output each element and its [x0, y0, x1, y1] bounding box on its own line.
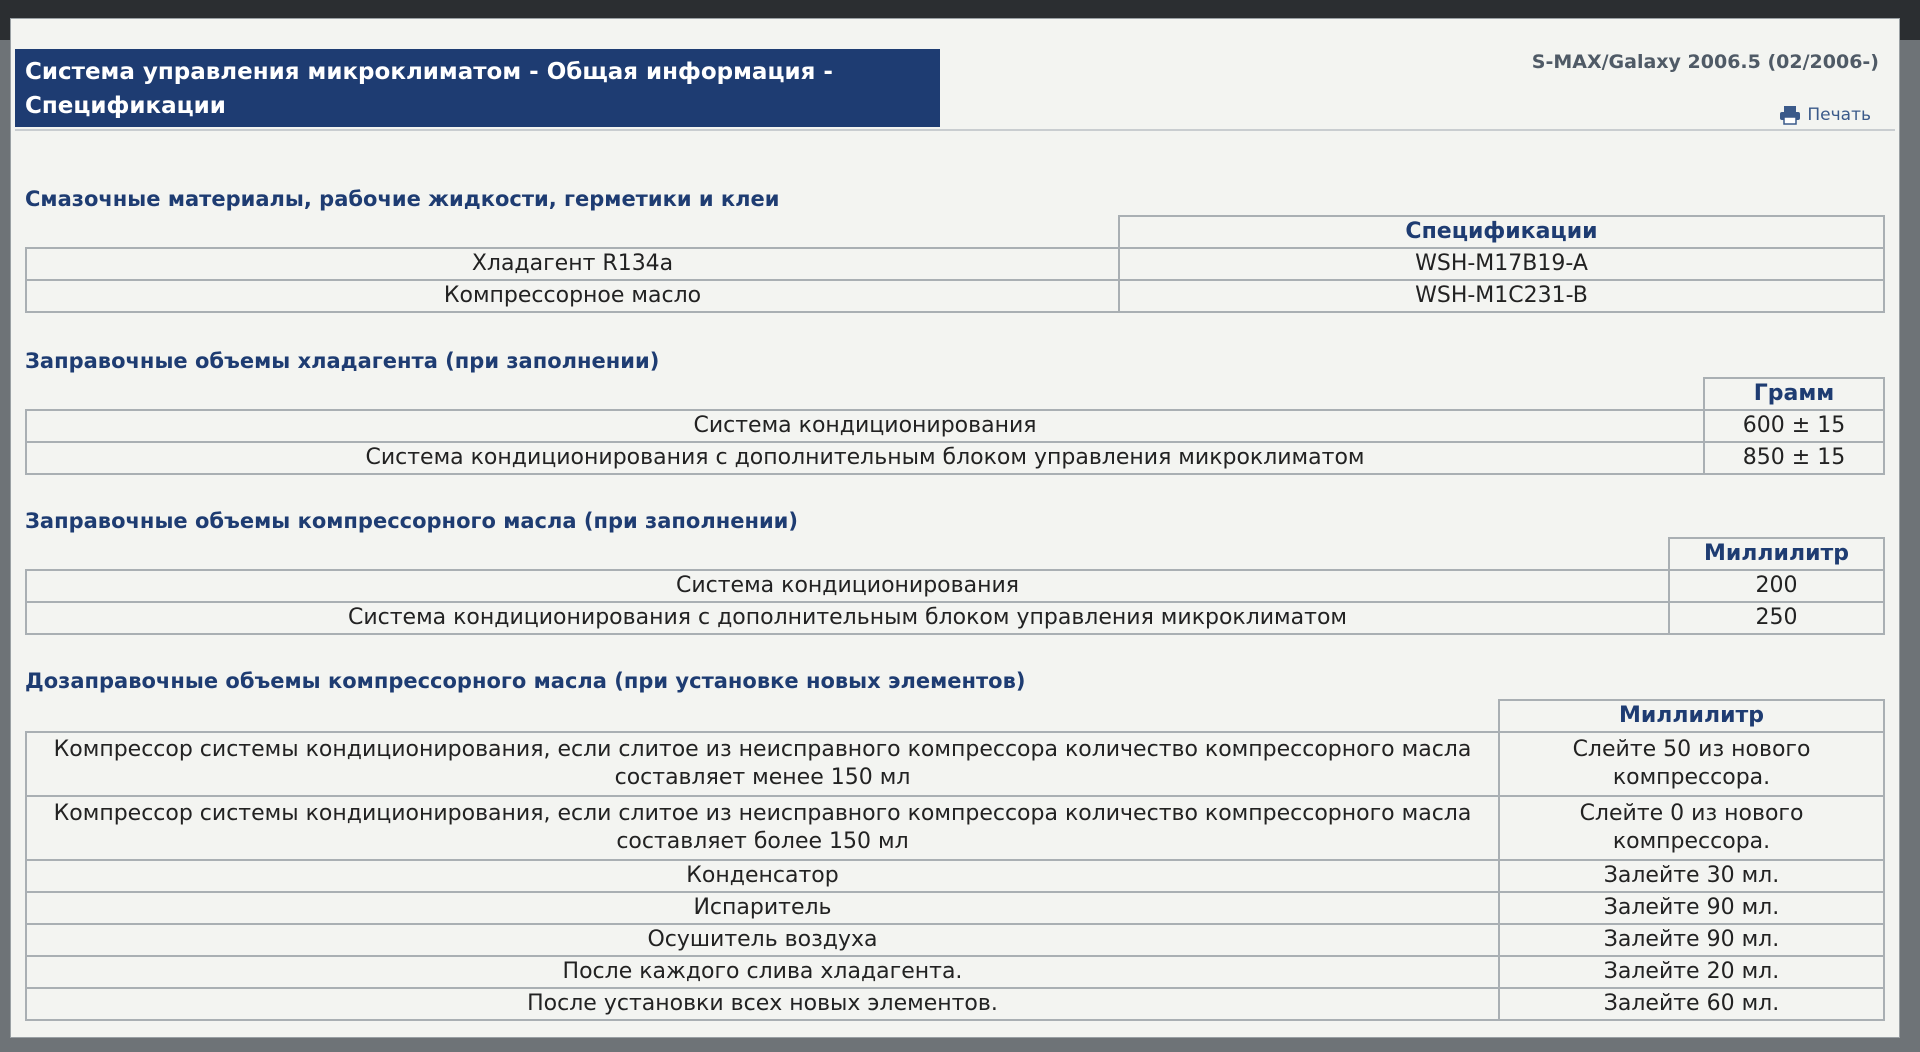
row-name: Система кондиционирования [26, 570, 1669, 602]
row-value: 850 ± 15 [1704, 442, 1884, 474]
row-name: Компрессор системы кондиционирования, если слитое из неисправного компрессора количество компрессорного масла составляет менее 150 мл [26, 732, 1499, 796]
row-value: Слейте 0 из нового компрессора. [1499, 796, 1884, 860]
model-label: S-MAX/Galaxy 2006.5 (02/2006-) [1531, 51, 1879, 73]
row-value: Залейте 30 мл. [1499, 860, 1884, 892]
row-value: 200 [1669, 570, 1884, 602]
section-title-oil-fill: Заправочные объемы компрессорного масла (при заполнении) [25, 509, 798, 533]
table-oil-topup [25, 699, 1885, 1021]
table-row [26, 280, 1884, 312]
print-link[interactable] [1779, 105, 1871, 125]
row-name: Испаритель [26, 892, 1499, 924]
table-row [26, 956, 1884, 988]
table-oil-fill [25, 537, 1885, 635]
table-row [26, 570, 1884, 602]
row-value: 600 ± 15 [1704, 410, 1884, 442]
table-row [26, 924, 1884, 956]
column-header: Миллилитр [1669, 538, 1884, 570]
table-row [26, 988, 1884, 1020]
table-refrigerant-fill [25, 377, 1885, 475]
page-title: Система управления микроклиматом - Общая информация - Спецификации [15, 49, 940, 127]
section-title-lubricants: Смазочные материалы, рабочие жидкости, герметики и клеи [25, 187, 780, 211]
row-value: WSH-M17B19-A [1119, 248, 1884, 280]
row-value: Слейте 50 из нового компрессора. [1499, 732, 1884, 796]
row-name: После установки всех новых элементов. [26, 988, 1499, 1020]
table-row [26, 248, 1884, 280]
document-page [10, 18, 1900, 1038]
row-name: Компрессорное масло [26, 280, 1119, 312]
row-name: Осушитель воздуха [26, 924, 1499, 956]
table-row [26, 602, 1884, 634]
column-header: Грамм [1704, 378, 1884, 410]
row-name: Система кондиционирования с дополнительным блоком управления микроклиматом [26, 442, 1704, 474]
row-name: Компрессор системы кондиционирования, если слитое из неисправного компрессора количество компрессорного масла составляет более 150 мл [26, 796, 1499, 860]
header-divider [15, 129, 1895, 131]
column-header: Спецификации [1119, 216, 1884, 248]
row-value: WSH-M1C231-B [1119, 280, 1884, 312]
table-row [26, 796, 1884, 860]
section-title-refrigerant-fill: Заправочные объемы хладагента (при заполнении) [25, 349, 660, 373]
printer-icon [1779, 105, 1801, 125]
row-name: Система кондиционирования с дополнительным блоком управления микроклиматом [26, 602, 1669, 634]
row-name: Конденсатор [26, 860, 1499, 892]
row-value: Залейте 20 мл. [1499, 956, 1884, 988]
row-value: Залейте 90 мл. [1499, 924, 1884, 956]
row-name: После каждого слива хладагента. [26, 956, 1499, 988]
print-label: Печать [1807, 105, 1871, 125]
table-row [26, 892, 1884, 924]
table-row [26, 860, 1884, 892]
table-row [26, 410, 1884, 442]
table-row [26, 442, 1884, 474]
row-value: Залейте 60 мл. [1499, 988, 1884, 1020]
section-title-oil-topup: Дозаправочные объемы компрессорного масла (при установке новых элементов) [25, 669, 1026, 693]
table-lubricants [25, 215, 1885, 313]
row-name: Хладагент R134a [26, 248, 1119, 280]
table-row [26, 732, 1884, 796]
row-name: Система кондиционирования [26, 410, 1704, 442]
column-header: Миллилитр [1499, 700, 1884, 732]
row-value: 250 [1669, 602, 1884, 634]
row-value: Залейте 90 мл. [1499, 892, 1884, 924]
